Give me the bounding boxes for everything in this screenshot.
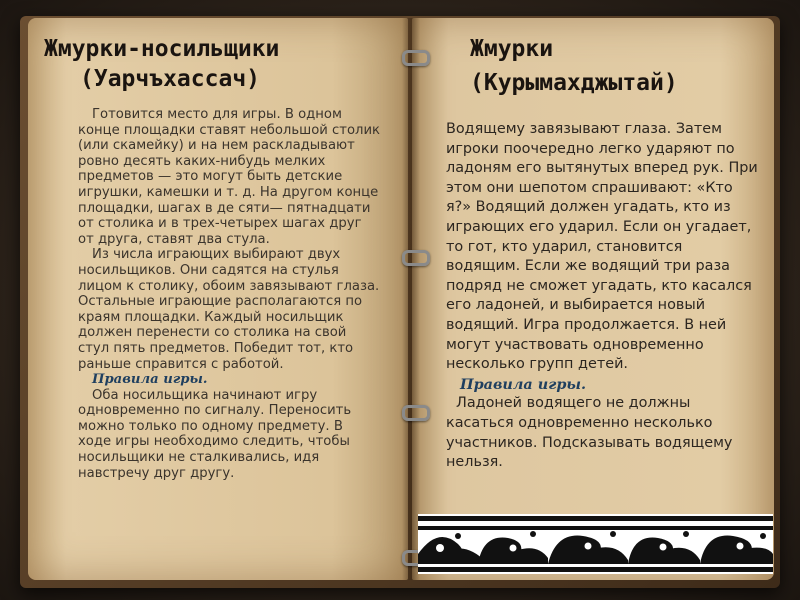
right-page-body (446, 120, 758, 473)
binding-ring (402, 50, 430, 66)
right-title-line2: (Курымахджытай) (470, 70, 678, 96)
left-paragraph-1: Готовится место для игры. В одном конце площадки ставят небольшой столик (или скамейку) и на нем раскладывают ровно десять каких-нибудь мелких предметов — это могут быть детские игрушки, камешки и т. д. На другом конце площадки, шагах в де сяти— пятнадцати от столика и в трех-четырех шагах друг от друга, ставят два стула. (78, 107, 380, 247)
left-title-line1: Жмурки-носильщики (44, 36, 280, 62)
book-spine (402, 18, 420, 580)
binding-ring (402, 405, 430, 421)
right-paragraph-2: Ладоней водящего не должны касаться одновременно несколько участников. Подсказывать водящему нельзя. (446, 395, 733, 471)
right-rules-heading: Правила игры. (460, 375, 587, 393)
left-paragraph-3: Оба носильщика начинают игру одновременно по сигналу. Переносить можно только по одному предмету. В ходе игры необходимо следить, чтобы носильщики не сталкивались, идя навстречу друг другу. (78, 387, 352, 481)
right-title-line1: Жмурки (470, 36, 554, 62)
ornament-band (418, 514, 773, 574)
binding-ring (402, 250, 430, 266)
left-rules-heading: Правила игры. (92, 372, 208, 388)
right-paragraph-1: Водящему завязывают глаза. Затем игроки поочередно легко ударяют по ладоням его вытянутых вперед рук. При этом они шепотом спрашивают: «Кто я?» Водящий должен угадать, кто из играющих его ударил. Если он угадает, то гот, кто ударил, становится водящим. Если же водящий три раза подряд не сможет угадать, кто касался его ладоней, и выбирается новый водящий. Игра продолжается. В ней могут участвовать одновременно несколько групп детей. (446, 121, 758, 373)
left-title-line2: (Уарчъхассач) (80, 66, 261, 92)
left-page-body (78, 107, 380, 481)
left-paragraph-2: Из числа играющих выбирают двух носильщиков. Они садятся на стулья лицом к столику, обоим завязывают глаза. Остальные играющие располагаются по краям площадки. Каждый носильщик должен перенести со столика на свой стул пять предметов. Победит тот, кто раньше справится с работой. (78, 247, 380, 372)
